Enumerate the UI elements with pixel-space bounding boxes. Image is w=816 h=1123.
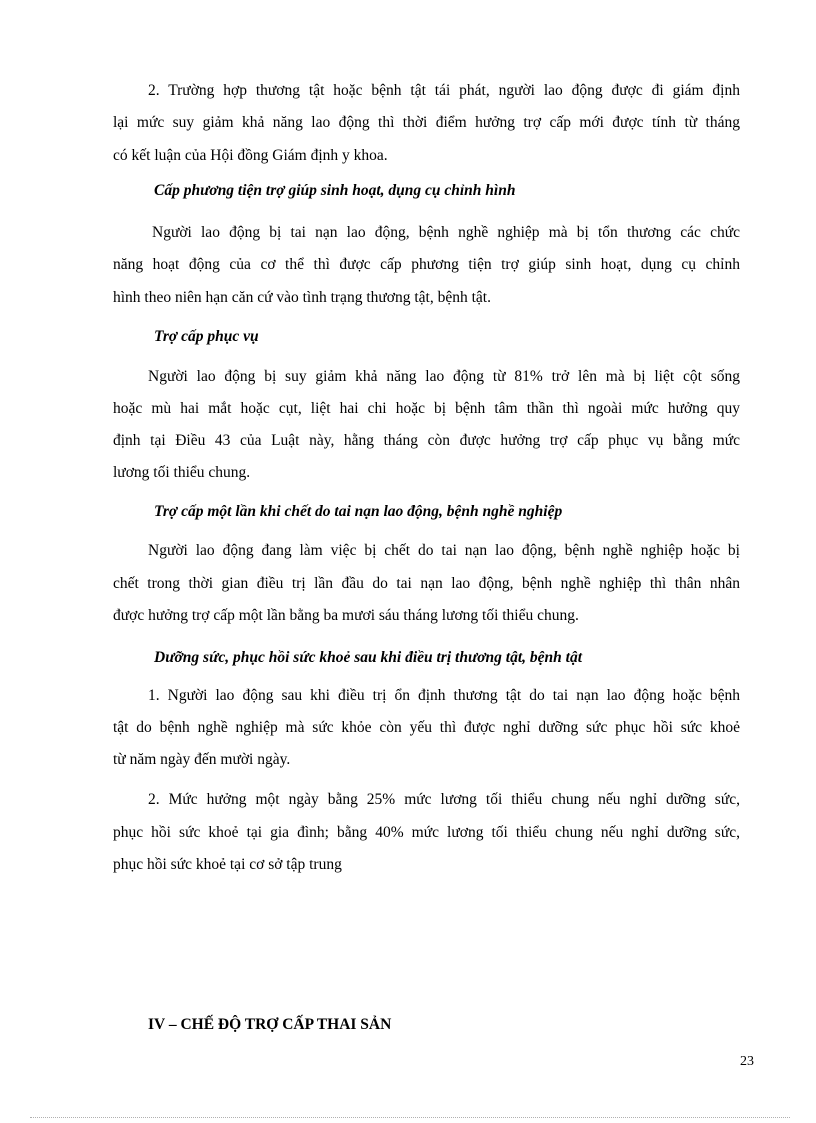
paragraph-4-line-3: được hưởng trợ cấp một lần bằng ba mươi sáu tháng lương tối thiểu chung. xyxy=(113,607,579,624)
paragraph-3-line-2: hoặc mù hai mắt hoặc cụt, liệt hai chi hoặc bị bệnh tâm thần thì ngoài mức hưởng quy xyxy=(113,400,740,417)
footer-divider xyxy=(30,1117,790,1118)
section-heading-assistive-devices: Cấp phương tiện trợ giúp sinh hoạt, dụng cụ chỉnh hình xyxy=(154,182,516,199)
paragraph-1-line-1: 2. Trường hợp thương tật hoặc bệnh tật tái phát, người lao động được đi giám định xyxy=(148,82,740,99)
section-heading-recovery: Dưỡng sức, phục hồi sức khoẻ sau khi điều trị thương tật, bệnh tật xyxy=(154,649,583,666)
paragraph-3-line-3: định tại Điều 43 của Luật này, hằng tháng còn được hưởng trợ cấp phục vụ bằng mức xyxy=(113,432,740,449)
paragraph-4-line-1: Người lao động đang làm việc bị chết do tai nạn lao động, bệnh nghề nghiệp hoặc bị xyxy=(148,542,740,559)
paragraph-2-line-1: Người lao động bị tai nạn lao động, bệnh nghề nghiệp mà bị tổn thương các chức xyxy=(152,224,740,241)
paragraph-2-line-3: hình theo niên hạn căn cứ vào tình trạng thương tật, bệnh tật. xyxy=(113,289,491,306)
paragraph-2-line-2: năng hoạt động của cơ thể thì được cấp phương tiện trợ giúp sinh hoạt, dụng cụ chỉnh xyxy=(113,256,740,273)
section-heading-death-allowance: Trợ cấp một lần khi chết do tai nạn lao động, bệnh nghề nghiệp xyxy=(154,503,563,520)
section-heading-service-allowance: Trợ cấp phục vụ xyxy=(154,328,259,345)
page-number: 23 xyxy=(740,1054,754,1069)
section-title-maternity: IV – CHẾ ĐỘ TRỢ CẤP THAI SẢN xyxy=(148,1016,392,1033)
paragraph-6-line-3: phục hồi sức khoẻ tại cơ sở tập trung xyxy=(113,856,342,873)
paragraph-6-line-2: phục hồi sức khoẻ tại gia đình; bằng 40% mức lương tối thiểu chung nếu nghỉ dưỡng sức, xyxy=(113,824,740,841)
paragraph-5-line-2: tật do bệnh nghề nghiệp mà sức khỏe còn yếu thì được nghỉ dưỡng sức phục hồi sức khoẻ xyxy=(113,719,740,736)
paragraph-4-line-2: chết trong thời gian điều trị lần đầu do tai nạn lao động, bệnh nghề nghiệp thì thân nhân xyxy=(113,575,740,592)
paragraph-1-line-2: lại mức suy giảm khả năng lao động thì thời điểm hưởng trợ cấp mới được tính từ tháng xyxy=(113,114,740,131)
paragraph-6-line-1: 2. Mức hưởng một ngày bằng 25% mức lương tối thiểu chung nếu nghỉ dưỡng sức, xyxy=(148,791,740,808)
paragraph-5-line-3: từ năm ngày đến mười ngày. xyxy=(113,751,291,768)
paragraph-5-line-1: 1. Người lao động sau khi điều trị ổn định thương tật do tai nạn lao động hoặc bệnh xyxy=(148,687,740,704)
paragraph-3-line-4: lương tối thiểu chung. xyxy=(113,464,251,481)
paragraph-1-line-3: có kết luận của Hội đồng Giám định y khoa. xyxy=(113,147,388,164)
paragraph-3-line-1: Người lao động bị suy giảm khả năng lao động từ 81% trở lên mà bị liệt cột sống xyxy=(148,368,740,385)
